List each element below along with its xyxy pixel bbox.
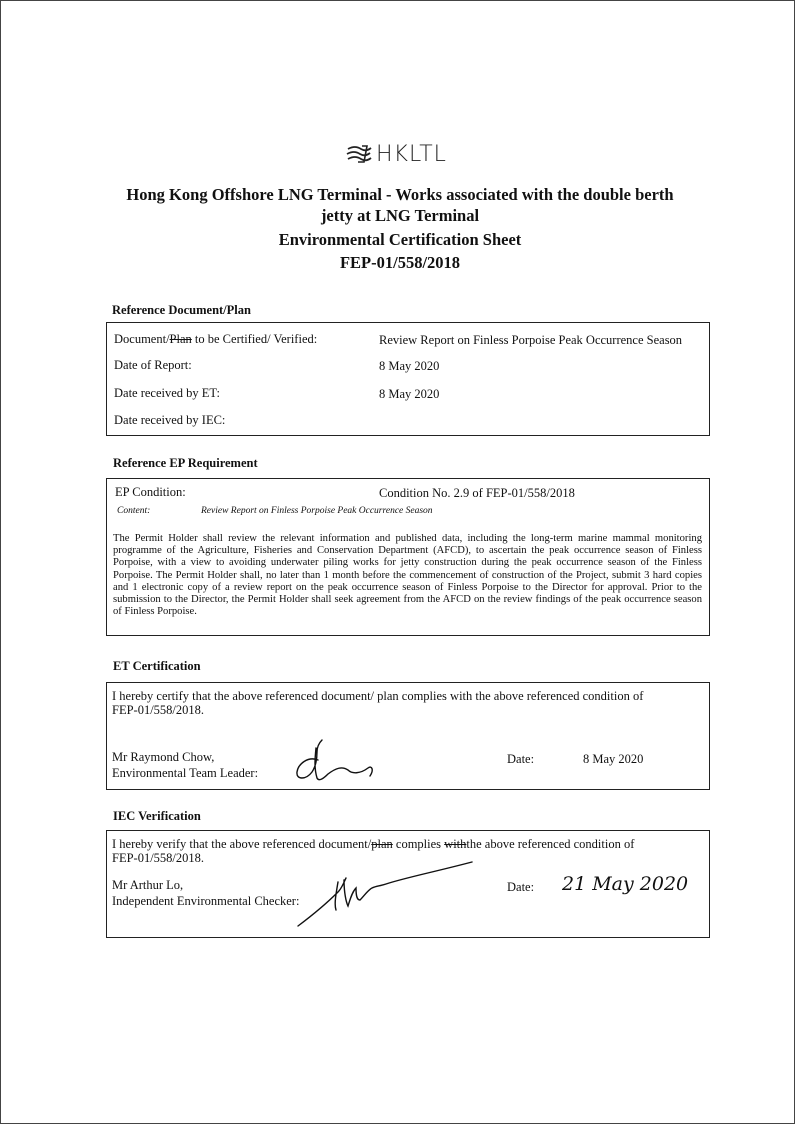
- value-date-of-report: 8 May 2020: [379, 359, 440, 373]
- label-date-received-iec: Date received by IEC:: [114, 413, 226, 427]
- ep-condition-paragraph: The Permit Holder shall review the relevant information and published data, including the long-term marine mammal monitoring programme of the Agriculture, Fisheries and Conservation Department (AFCD), to ascertain the peak occurrence season of Finless Porpoise, with a view to avoiding underwater piling works for jetty construction during the peak occurrence season of the Finless Porpoise. The Permit Holder shall, no later than 1 month before the commencement of construction of the Project, submit 3 hard copies and 1 electronic copy of a review report on the peak occurrence season of Finless Porpoise to the Director for approval. Prior to the submission to the Director, the Permit Holder shall seek agreement from the AFCD on the review findings of the peak occurrence season of Finless Porpoise.: [113, 533, 702, 618]
- label-date-received-et: Date received by ET:: [114, 386, 220, 400]
- iec-statement-line-1: I hereby verify that the above referenced document/plan complies withthe above referenced condition of: [112, 837, 635, 851]
- hkltl-logo-icon: [345, 143, 373, 165]
- et-date-label: Date:: [507, 752, 535, 766]
- logo-text: HKLTL: [376, 141, 447, 167]
- label-content: Content:: [117, 506, 151, 516]
- permit-number: FEP-01/558/2018: [339, 253, 461, 272]
- label-document: Document/Plan to be Certified/ Verified:: [114, 332, 318, 346]
- value-date-received-et: 8 May 2020: [379, 387, 440, 401]
- value-content: Review Report on Finless Porpoise Peak Occurrence Season: [201, 506, 433, 516]
- label-date-of-report: Date of Report:: [114, 358, 192, 372]
- iec-signatory-name: Mr Arthur Lo,: [112, 878, 184, 892]
- et-statement-line-1: I hereby certify that the above referenced document/ plan complies with the above referenced condition of: [112, 689, 644, 703]
- iec-signature: [294, 852, 484, 932]
- title-line-1: Hong Kong Offshore LNG Terminal - Works associated with the double berth: [126, 185, 674, 204]
- struck-plan-iec: plan: [371, 837, 393, 851]
- section-heading-et-certification: ET Certification: [113, 659, 201, 673]
- value-document: Review Report on Finless Porpoise Peak Occurrence Season: [379, 333, 683, 347]
- section-heading-reference-document: Reference Document/Plan: [112, 303, 251, 317]
- section-heading-iec-verification: IEC Verification: [113, 809, 201, 823]
- label-ep-condition: EP Condition:: [115, 485, 186, 499]
- subtitle: Environmental Certification Sheet: [278, 230, 522, 249]
- struck-with: with: [444, 837, 467, 851]
- iec-signatory-role: Independent Environmental Checker:: [112, 894, 300, 908]
- et-signature: [290, 738, 380, 786]
- iec-date-handwritten: 21 May 2020: [562, 873, 689, 895]
- struck-plan: Plan: [169, 332, 192, 346]
- iec-statement-line-2: FEP-01/558/2018.: [112, 851, 205, 865]
- et-signatory-role: Environmental Team Leader:: [112, 766, 259, 780]
- iec-date-label: Date:: [507, 880, 535, 894]
- value-ep-condition: Condition No. 2.9 of FEP-01/558/2018: [379, 486, 575, 500]
- et-signatory-name: Mr Raymond Chow,: [112, 750, 215, 764]
- company-logo: [345, 141, 455, 167]
- title-line-2: jetty at LNG Terminal: [320, 206, 480, 225]
- et-date-value: 8 May 2020: [583, 752, 644, 766]
- section-heading-reference-ep: Reference EP Requirement: [113, 456, 258, 470]
- et-statement-line-2: FEP-01/558/2018.: [112, 703, 205, 717]
